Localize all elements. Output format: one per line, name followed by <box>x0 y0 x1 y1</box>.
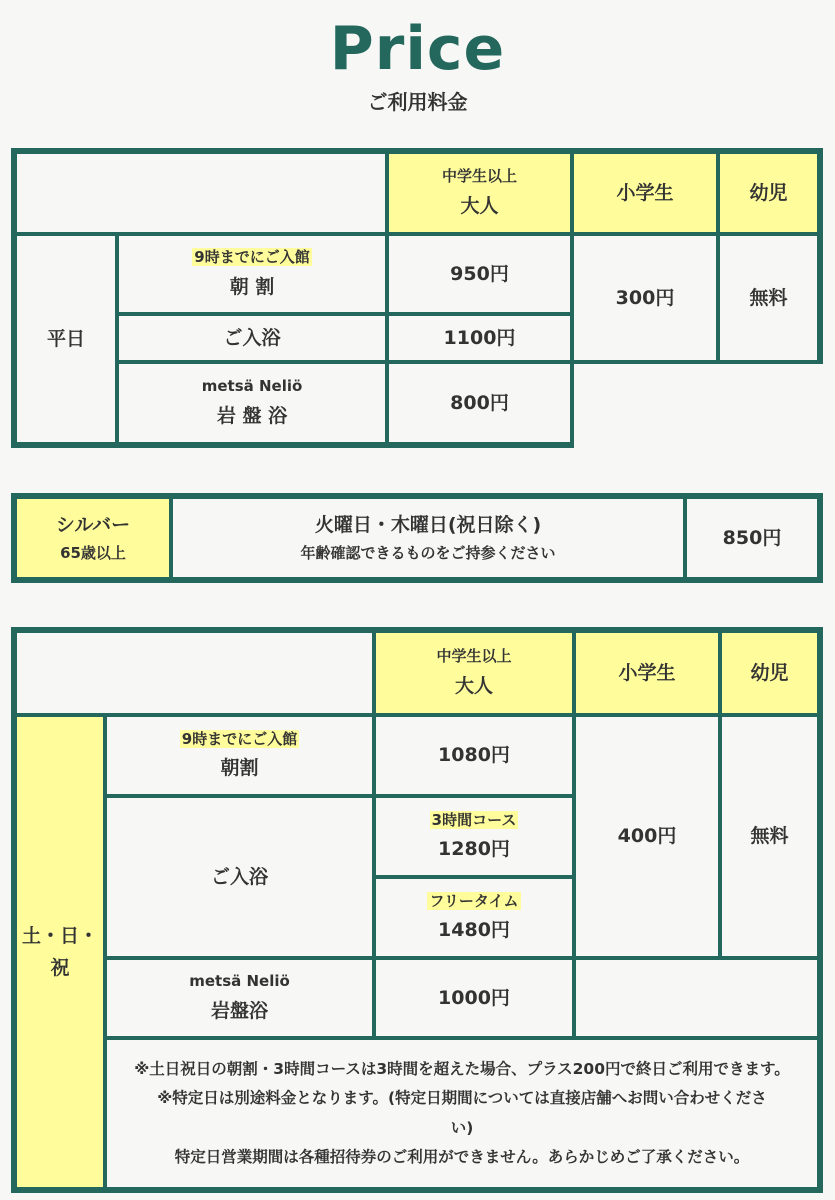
adult-label: 大人 <box>460 194 499 217</box>
weekday-child-price: 300円 <box>574 236 716 360</box>
weekday-header-infant <box>720 154 817 232</box>
silver-condition-cell <box>173 499 683 577</box>
weekday-stone-row <box>119 364 385 442</box>
holiday-morning-row: 9時までにご入館 朝割 <box>107 717 372 794</box>
holiday-stone-row: metsä Neliö 岩盤浴 <box>107 960 372 1036</box>
adult-sub-label: 中学生以上 <box>441 167 517 186</box>
note-line: い) <box>450 1118 474 1137</box>
holiday-header-child: 小学生 <box>576 633 718 713</box>
weekday-bath-row: ご入浴 <box>119 316 385 360</box>
holiday-notes <box>107 1040 817 1187</box>
weekday-header-adult <box>389 154 570 232</box>
page-title: Price <box>329 14 506 84</box>
note-line: 特定日営業期間は各種招待券のご利用ができません。あらかじめご了承ください。 <box>174 1147 750 1166</box>
holiday-day-label: 土・日・ 祝 <box>17 717 103 1187</box>
holiday-blank-cell <box>576 960 817 1036</box>
stone-sub: metsä Neliö <box>201 377 303 396</box>
silver-age: 65歳以上 <box>60 544 126 563</box>
weekday-infant-price: 無料 <box>720 236 817 360</box>
weekday-stone-price: 800円 <box>389 364 570 442</box>
holiday-stone-price: 1000円 <box>376 960 572 1036</box>
silver-label: シルバー <box>55 514 131 537</box>
infant-label: 幼児 <box>749 181 788 204</box>
free-label: フリータイム <box>429 891 519 910</box>
weekday-header-empty <box>17 154 385 232</box>
silver-price-cell: 850円 <box>687 499 817 577</box>
course-label: 3時間コース <box>431 810 517 829</box>
holiday-course-price: 3時間コース 1280円 <box>376 798 572 875</box>
page-subtitle: ご利用料金 <box>367 90 468 114</box>
holiday-free-price: フリータイム 1480円 <box>376 879 572 956</box>
stone-name: 岩 盤 浴 <box>216 404 288 427</box>
silver-days: 火曜日・木曜日(祝日除く) <box>314 514 542 537</box>
weekday-morning-row <box>119 236 385 312</box>
silver-note: 年齢確認できるものをご持参ください <box>300 544 556 563</box>
silver-label-cell <box>17 499 169 577</box>
holiday-child-price: 400円 <box>576 717 718 956</box>
weekday-day-label: 平日 <box>17 236 115 442</box>
weekday-morning-price: 950円 <box>389 236 570 312</box>
weekday-bath-price: 1100円 <box>389 316 570 360</box>
morning-name: 朝 割 <box>229 275 275 298</box>
weekday-header-child <box>574 154 716 232</box>
note-line: ※土日祝日の朝割・3時間コースは3時間を超えた場合、プラス200円で終日ご利用できます。 <box>134 1059 790 1078</box>
holiday-infant-price: 無料 <box>722 717 817 956</box>
holiday-bath-row: ご入浴 <box>107 798 372 956</box>
holiday-morning-price: 1080円 <box>376 717 572 794</box>
note-line: ※特定日は別途料金となります。(特定日期間については直接店舗へお問い合わせくださ <box>157 1089 767 1108</box>
morning-note: 9時までにご入館 <box>194 248 310 267</box>
holiday-header-empty <box>17 633 372 713</box>
holiday-header-infant: 幼児 <box>722 633 817 713</box>
child-label: 小学生 <box>616 181 674 204</box>
holiday-header-adult: 中学生以上 大人 <box>376 633 572 713</box>
